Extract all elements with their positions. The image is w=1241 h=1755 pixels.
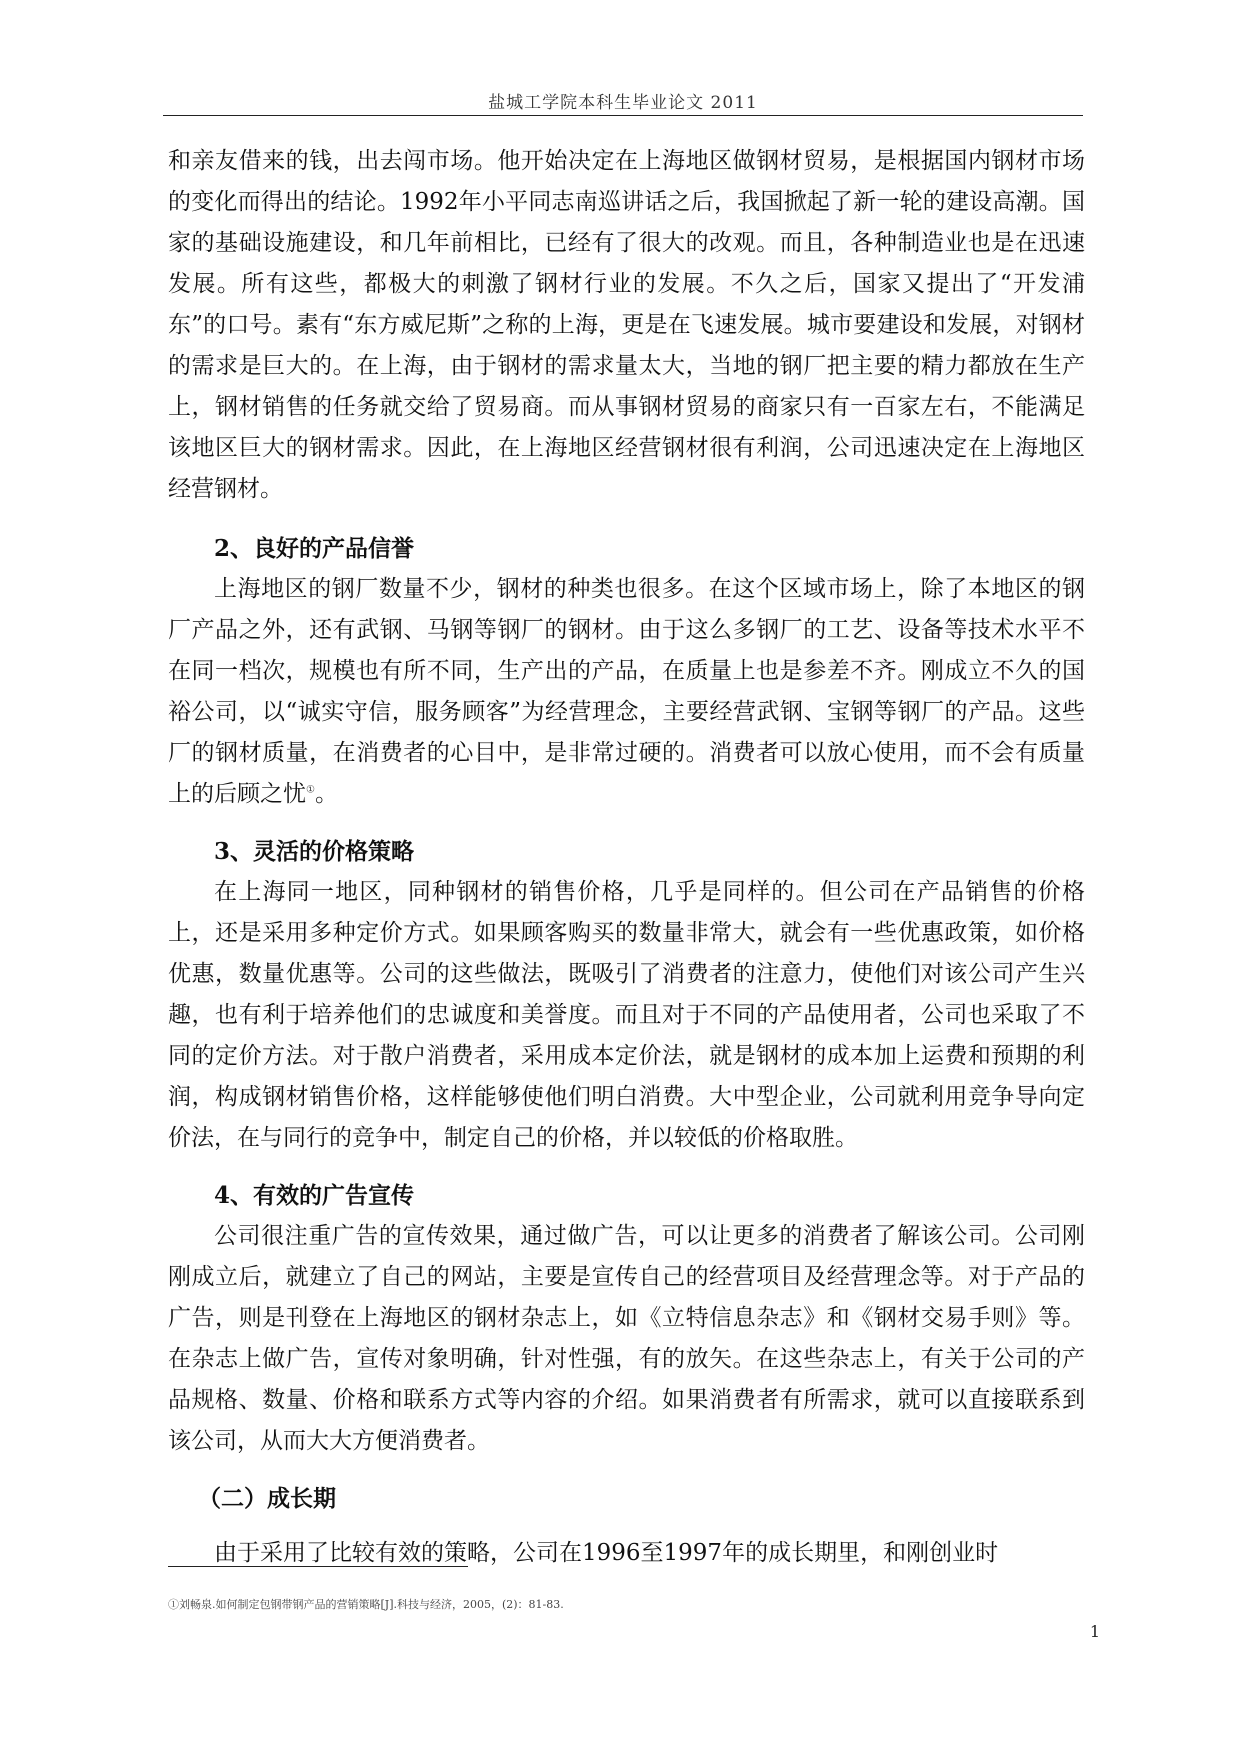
body-text	[168, 141, 1085, 1574]
paragraph-advertising: 公司很注重广告的宣传效果，通过做广告，可以让更多的消费者了解该公司。公司刚刚成立后，就建立了自己的网站，主要是宣传自己的经营项目及经营理念等。对于产品的广告，则是刊登在上海地区的钢材杂志上，如《立特信息杂志》和《钢材交易手则》等。在杂志上做广告，宣传对象明确，针对性强，有的放矢。在这些杂志上，有关于公司的产品规格、数量、价格和联系方式等内容的介绍。如果消费者有所需求，就可以直接联系到该公司，从而大大方便消费者。	[168, 1223, 1085, 1454]
paragraph-product-reputation	[168, 569, 1085, 815]
section-heading-growth-period: （二）成长期	[198, 1485, 336, 1512]
page-number: 1	[1089, 1622, 1100, 1641]
paragraph-product-reputation-text: 上海地区的钢厂数量不少，钢材的种类也很多。在这个区域市场上，除了本地区的钢厂产品之外，还有武钢、马钢等钢厂的钢材。由于这么多钢厂的工艺、设备等技术水平不在同一档次，规模也有所不同，生产出的产品，在质量上也是参差不齐。刚成立不久的国裕公司，以“诚实守信，服务顾客”为经营理念，主要经营武钢、宝钢等钢厂的产品。这些厂的钢材质量，在消费者的心目中，是非常过硬的。消费者可以放心使用，而不会有质量上的后顾之忧	[168, 576, 1085, 807]
paragraph-pricing-strategy: 在上海同一地区，同种钢材的销售价格，几乎是同样的。但公司在产品销售的价格上，还是采用多种定价方式。如果顾客购买的数量非常大，就会有一些优惠政策，如价格优惠，数量优惠等。公司的这些做法，既吸引了消费者的注意力，使他们对该公司产生兴趣，也有利于培养他们的忠诚度和美誉度。而且对于不同的产品使用者，公司也采取了不同的定价方法。对于散户消费者，采用成本定价法，就是钢材的成本加上运费和预期的利润，构成钢材销售价格，这样能够使他们明白消费。大中型企业，公司就利用竞争导向定价法，在与同行的竞争中，制定自己的价格，并以较低的价格取胜。	[168, 879, 1085, 1151]
section-heading-advertising: 4、有效的广告宣传	[214, 1182, 415, 1209]
header-divider	[163, 115, 1083, 116]
page-header-title: 盐城工学院本科生毕业论文 2011	[488, 93, 758, 113]
footnote-reference-mark[interactable]: ①	[306, 784, 315, 796]
section-heading-pricing-strategy: 3、灵活的价格策略	[214, 838, 415, 865]
footnote-divider	[168, 1566, 468, 1567]
paragraph-intro: 和亲友借来的钱，出去闯市场。他开始决定在上海地区做钢材贸易，是根据国内钢材市场的变化而得出的结论。1992年小平同志南巡讲话之后，我国掀起了新一轮的建设高潮。国家的基础设施建设，和几年前相比，已经有了很大的改观。而且，各种制造业也是在迅速发展。所有这些，都极大的刺激了钢材行业的发展。不久之后，国家又提出了“开发浦东”的口号。素有“东方威尼斯”之称的上海，更是在飞速发展。城市要建设和发展，对钢材的需求是巨大的。在上海，由于钢材的需求量太大，当地的钢厂把主要的精力都放在生产上，钢材销售的任务就交给了贸易商。而从事钢材贸易的商家只有一百家左右，不能满足该地区巨大的钢材需求。因此，在上海地区经营钢材很有利润，公司迅速决定在上海地区经营钢材。	[168, 148, 1085, 502]
footnote-text: ①刘畅泉.如何制定包钢带钢产品的营销策略[J].科技与经济，2005，(2)：81-83.	[168, 1598, 564, 1611]
paragraph-product-reputation-end: 。	[314, 781, 338, 807]
paragraph-growth-period: 由于采用了比较有效的策略，公司在1996至1997年的成长期里，和刚创业时	[214, 1540, 999, 1566]
section-heading-product-reputation: 2、良好的产品信誉	[214, 535, 415, 562]
